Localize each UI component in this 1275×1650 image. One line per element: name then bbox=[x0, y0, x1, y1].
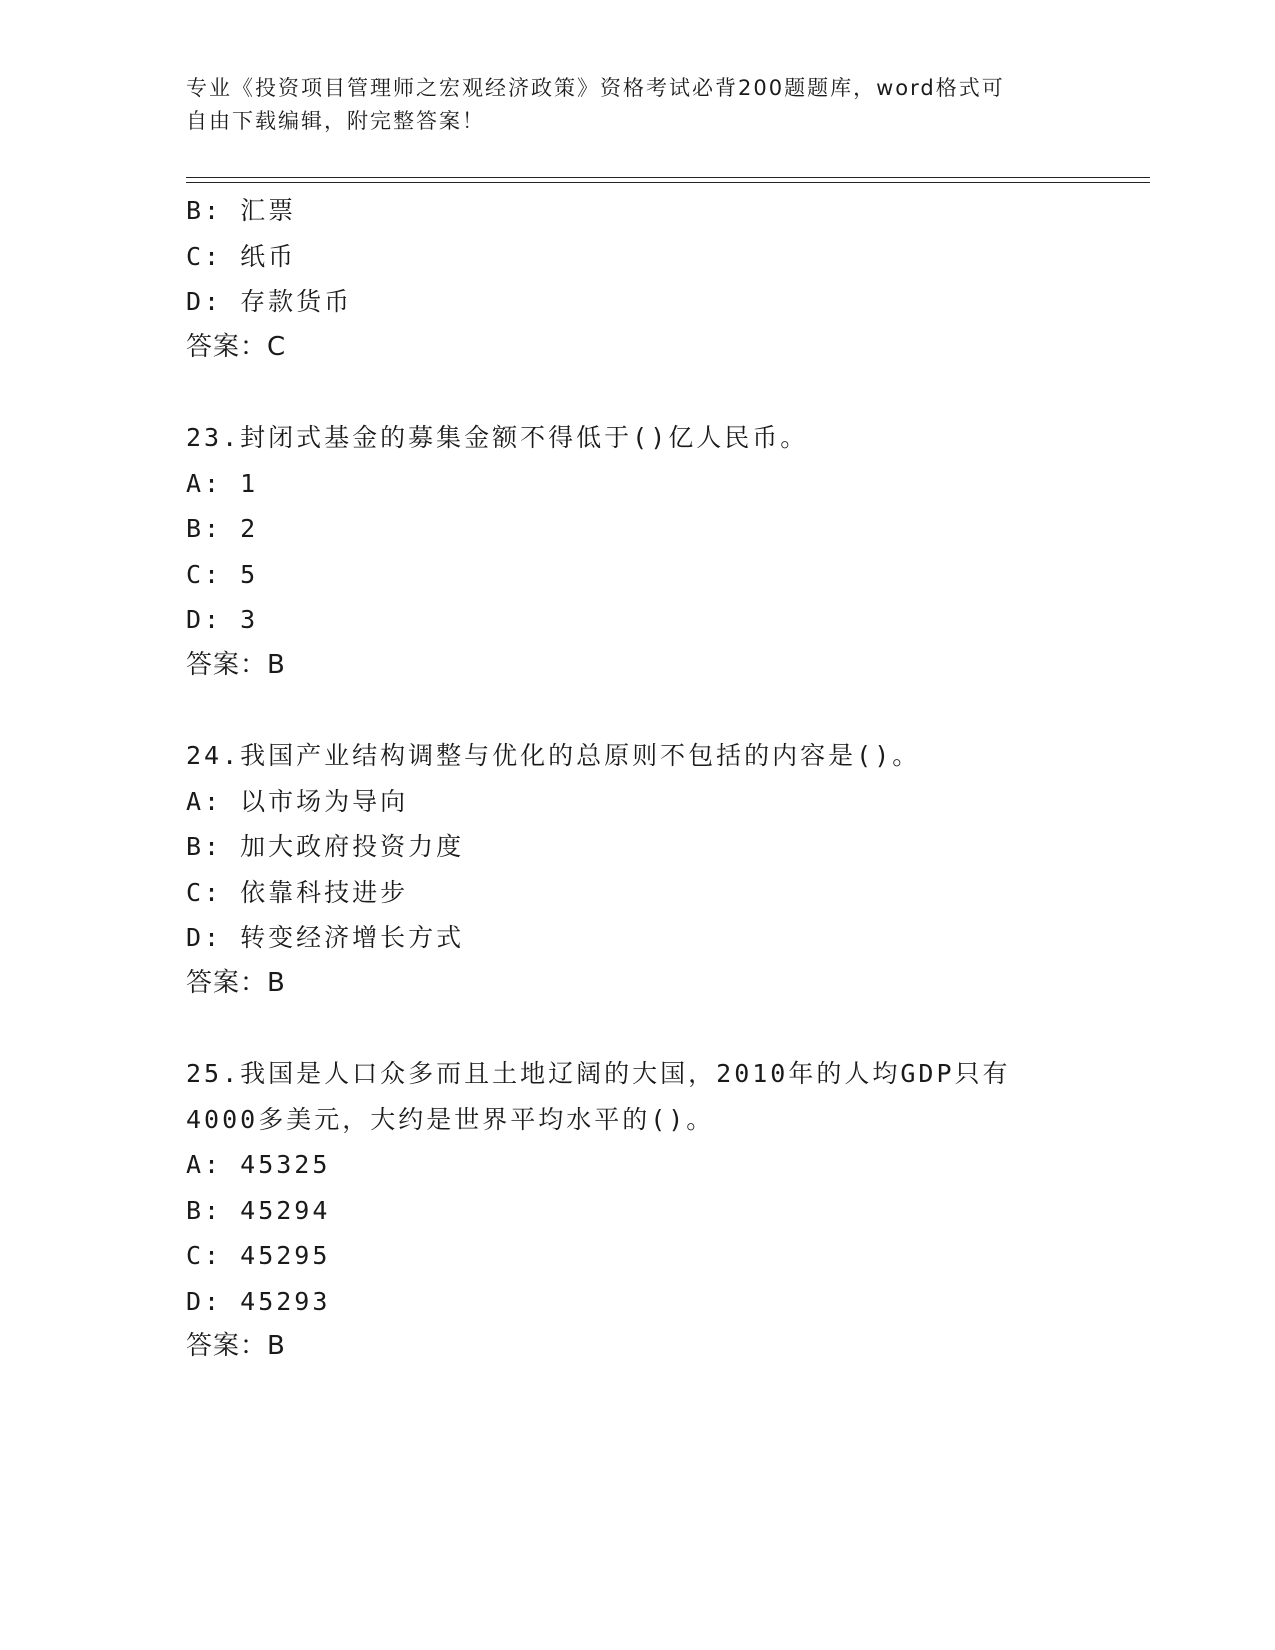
question-list bbox=[186, 188, 1146, 1370]
question-block-previous bbox=[186, 188, 1146, 370]
header-divider-bottom bbox=[186, 182, 1150, 183]
spacer bbox=[186, 1006, 1146, 1051]
option-d: D: 存款货币 bbox=[186, 287, 353, 316]
answer: 答案：B bbox=[186, 1331, 286, 1361]
header-title-line-1: 专业《投资项目管理师之宏观经济政策》资格考试必背200题题库，word格式可 bbox=[186, 76, 1005, 100]
option-a: A: 以市场为导向 bbox=[186, 786, 409, 816]
question-block-23 bbox=[186, 415, 1146, 688]
question-stem: 24.我国产业结构调整与优化的总原则不包括的内容是()。 bbox=[186, 741, 921, 770]
option-c: C: 45295 bbox=[186, 1241, 331, 1270]
option-c: C: 5 bbox=[186, 559, 259, 589]
page-header bbox=[186, 72, 1086, 138]
option-c: C: 纸币 bbox=[186, 241, 297, 271]
option-b: B: 汇票 bbox=[186, 196, 297, 225]
option-b: B: 2 bbox=[186, 514, 259, 543]
option-a: A: 1 bbox=[186, 468, 259, 498]
question-block-24 bbox=[186, 733, 1146, 1006]
option-b: B: 加大政府投资力度 bbox=[186, 832, 465, 861]
option-d: D: 45293 bbox=[186, 1286, 331, 1316]
question-stem: 23.封闭式基金的募集金额不得低于()亿人民币。 bbox=[186, 423, 809, 452]
option-d: D: 3 bbox=[186, 605, 259, 634]
answer: 答案：B bbox=[186, 649, 286, 680]
question-stem-line-2: 4000多美元，大约是世界平均水平的()。 bbox=[186, 1104, 715, 1134]
option-b: B: 45294 bbox=[186, 1195, 331, 1225]
header-title-line-2: 自由下载编辑，附完整答案！ bbox=[186, 109, 485, 133]
question-block-25 bbox=[186, 1051, 1146, 1370]
header-divider-top bbox=[186, 177, 1150, 178]
answer: 答案：C bbox=[186, 331, 287, 362]
answer: 答案：B bbox=[186, 967, 286, 998]
option-c: C: 依靠科技进步 bbox=[186, 877, 409, 907]
question-stem-line-1: 25.我国是人口众多而且土地辽阔的大国，2010年的人均GDP只有 bbox=[186, 1059, 1011, 1088]
option-d: D: 转变经济增长方式 bbox=[186, 923, 465, 952]
spacer bbox=[186, 688, 1146, 733]
spacer bbox=[186, 370, 1146, 415]
option-a: A: 45325 bbox=[186, 1150, 331, 1179]
